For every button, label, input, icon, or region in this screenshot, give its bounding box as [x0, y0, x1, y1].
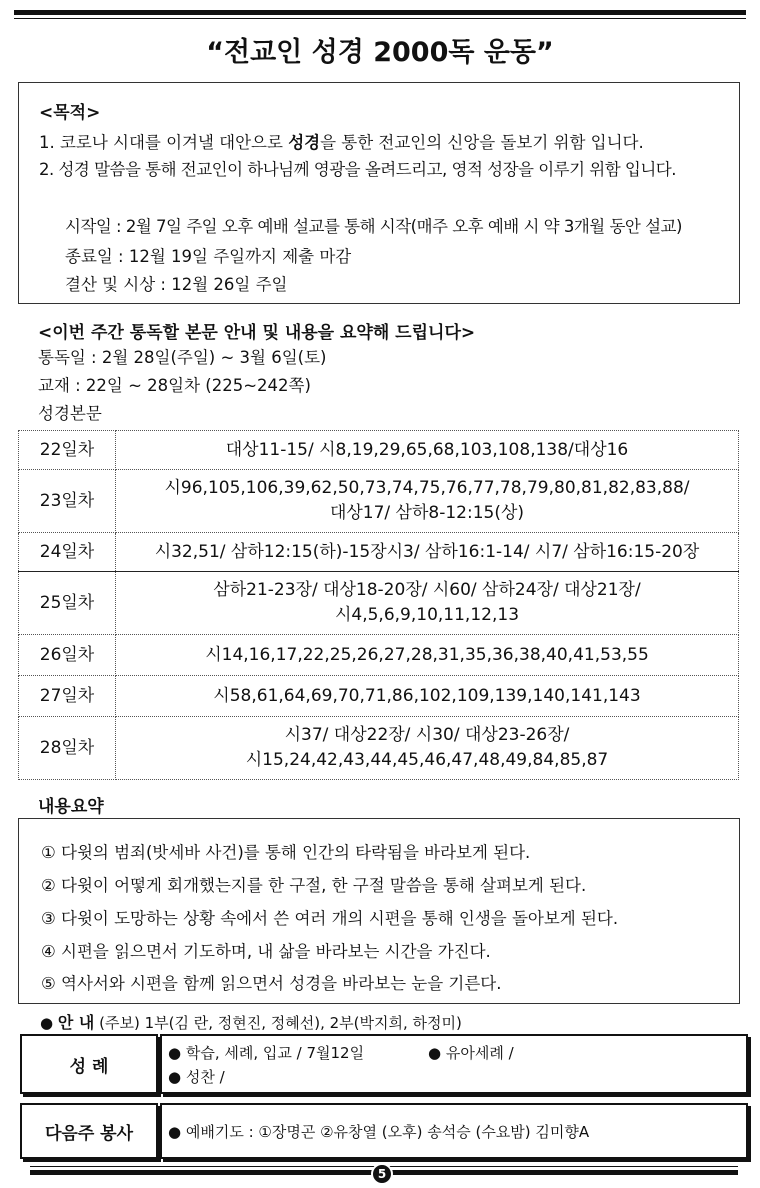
schedule-day: 22일차: [19, 431, 116, 470]
sacrament-line-1a: ● 학습, 세례, 입교 / 7월12일: [168, 1044, 365, 1062]
service-content-box: [160, 1103, 748, 1159]
schedule-day: 28일차: [19, 717, 116, 780]
end-date: 종료일 : 12월 19일 주일까지 제출 마감: [65, 247, 352, 266]
bible-text-label: 성경본문: [38, 404, 102, 423]
reading-period: 통독일 : 2월 28일(주일) ~ 3월 6일(토): [38, 348, 327, 367]
service-text: ● 예배기도 : ①장명곤 ②유창열 (오후) 송석승 (수요밤) 김미향A: [168, 1123, 590, 1141]
schedule-row: [19, 533, 739, 572]
schedule-passage-line: 대상11-15/ 시8,19,29,65,68,103,108,138/대상16: [225, 439, 629, 460]
notice-text: (주보) 1부(김 란, 정현진, 정혜선), 2부(박지희, 하정미): [99, 1014, 462, 1032]
schedule-row: [19, 572, 739, 635]
purpose-line-1: [39, 129, 644, 153]
schedule-day: 23일차: [19, 470, 116, 533]
schedule-passage-line: 시14,16,17,22,25,26,27,28,31,35,36,38,40,41,53,55: [205, 644, 649, 665]
bible-schedule-table: [18, 430, 739, 780]
schedule-passage-line: 시37/ 대상22장/ 시30/ 대상23-26장/: [284, 725, 570, 745]
summary-item: ⑤ 역사서와 시편을 함께 읽으면서 성경을 바라보는 눈을 기른다.: [41, 974, 502, 993]
sacrament-content-box: [160, 1034, 748, 1094]
schedule-row: [19, 635, 739, 676]
schedule-row: [19, 470, 739, 533]
textbook-range: 교재 : 22일 ~ 28일차 (225~242쪽): [38, 376, 311, 395]
page-number: 5: [371, 1163, 393, 1185]
schedule-passage-line: 시58,61,64,69,70,71,86,102,109,139,140,141,143: [213, 685, 641, 706]
schedule-row: [19, 431, 739, 470]
schedule-row: [19, 717, 739, 780]
service-label: 다음주 봉사: [44, 1123, 134, 1144]
schedule-passage-line: 대상17/ 삼하8-12:15(상): [329, 503, 525, 523]
schedule-passages: [116, 635, 739, 676]
purpose-heading: <목적>: [39, 103, 101, 123]
top-thin-rule: [14, 18, 746, 19]
purpose-line-1-pre: 1. 코로나 시대를 이겨낼 대안으로: [39, 133, 289, 152]
sacrament-line-2: ● 성찬 /: [168, 1068, 225, 1086]
notice-label: 안 내: [57, 1013, 95, 1032]
schedule-day: 27일차: [19, 676, 116, 717]
summary-box: [18, 818, 740, 1004]
schedule-passage-line: 시32,51/ 삼하12:15(하)-15장시3/ 삼하16:1-14/ 시7/ 삼하16:15-20장: [154, 541, 700, 562]
summary-item: ③ 다윗이 도망하는 상황 속에서 쓴 여러 개의 시편을 통해 인생을 돌아보게 된다.: [41, 909, 619, 928]
summary-item: ② 다윗이 어떻게 회개했는지를 한 구절, 한 구절 말씀을 통해 살펴보게 된다.: [41, 876, 587, 895]
schedule-passage-line: 시4,5,6,9,10,11,12,13: [334, 605, 520, 625]
notice-line: [40, 1010, 462, 1033]
purpose-line-1-bold: 성경: [288, 133, 321, 152]
notice-bullet: ●: [40, 1014, 54, 1032]
schedule-passages: [116, 470, 739, 533]
schedule-day: 24일차: [19, 533, 116, 572]
sacrament-label: 성 례: [69, 1056, 109, 1077]
schedule-passages: [116, 431, 739, 470]
schedule-passage-line: 시15,24,42,43,44,45,46,47,48,49,84,85,87: [245, 750, 609, 770]
summary-item: ④ 시편을 읽으면서 기도하며, 내 삶을 바라보는 시간을 가진다.: [41, 942, 491, 961]
purpose-box: [18, 82, 740, 304]
service-label-box: [20, 1103, 158, 1159]
schedule-passage-line: 삼하21-23장/ 대상18-20장/ 시60/ 삼하24장/ 대상21장/: [213, 580, 641, 600]
schedule-passages: [116, 533, 739, 572]
schedule-row: [19, 676, 739, 717]
summary-heading: 내용요약: [38, 797, 104, 817]
purpose-line-1-post: 을 통한 전교인의 신앙을 돌보기 위함 입니다.: [320, 133, 644, 152]
schedule-passages: [116, 676, 739, 717]
page-title: “전교인 성경 2000독 운동”: [206, 37, 554, 68]
purpose-line-2: 2. 성경 말씀을 통해 전교인이 하나님께 영광을 올려드리고, 영적 성장을 이루기 위함 입니다.: [39, 160, 676, 179]
schedule-passage-line: 시96,105,106,39,62,50,73,74,75,76,77,78,79,80,81,82,83,88/: [164, 478, 690, 498]
start-date: 시작일 : 2월 7일 주일 오후 예배 설교를 통해 시작(매주 오후 예배 시 약 3개월 동안 설교): [65, 217, 682, 236]
weekly-heading: <이번 주간 통독할 본문 안내 및 내용을 요약해 드립니다>: [38, 323, 476, 343]
sacrament-line-1b: ● 유아세례 /: [428, 1044, 514, 1062]
summary-item: ① 다윗의 범죄(밧세바 사건)를 통해 인간의 타락됨을 바라보게 된다.: [41, 843, 531, 862]
sacrament-label-box: [20, 1034, 158, 1094]
schedule-passages: [116, 717, 739, 780]
schedule-day: 26일차: [19, 635, 116, 676]
schedule-day: 25일차: [19, 572, 116, 635]
award-date: 결산 및 시상 : 12월 26일 주일: [65, 275, 288, 294]
schedule-passages: [116, 572, 739, 635]
top-thick-rule: [14, 10, 746, 15]
